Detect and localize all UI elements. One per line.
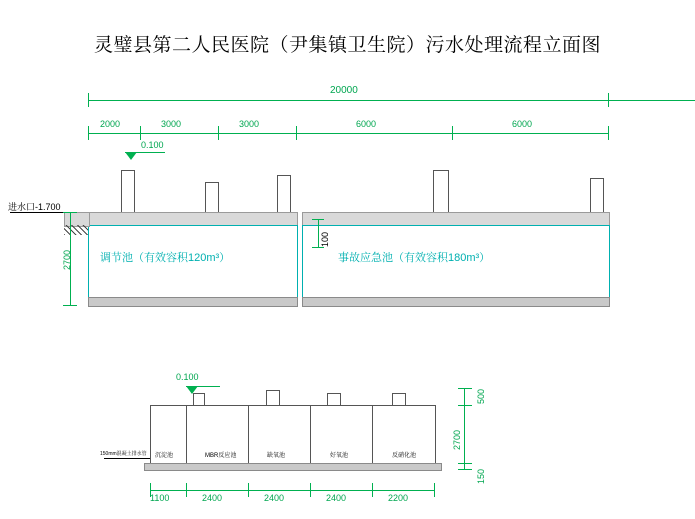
plan-bottom-tick-5 bbox=[434, 483, 435, 497]
seg-tick-5 bbox=[608, 126, 609, 140]
plan-bottom-dim-line bbox=[150, 490, 434, 491]
bottom-slab-left bbox=[88, 297, 298, 307]
plan-level-marker-label: 0.100 bbox=[176, 372, 199, 382]
height-dim-tick-top bbox=[63, 212, 77, 213]
plan-right-dim-2: 150 bbox=[476, 468, 486, 484]
plan-right-dim-0: 500 bbox=[476, 388, 486, 404]
plan-right-tick-0 bbox=[458, 388, 472, 389]
plan-level-marker-line bbox=[186, 386, 220, 387]
plan-partition-2 bbox=[248, 405, 249, 463]
small-height-tick-bottom bbox=[312, 247, 324, 248]
overall-dim-line-visible bbox=[88, 100, 608, 101]
segment-dim-2: 3000 bbox=[239, 119, 260, 129]
plan-right-tick-2 bbox=[458, 463, 472, 464]
overall-dim-tick-right-visible bbox=[608, 93, 609, 107]
riser-1 bbox=[121, 170, 135, 214]
level-marker-triangle-icon bbox=[125, 152, 137, 160]
segment-dim-4: 6000 bbox=[512, 119, 533, 129]
level-marker-label: 0.100 bbox=[141, 140, 164, 150]
plan-bottom-tick-3 bbox=[310, 483, 311, 497]
plan-chamber-2: 缺氧池 bbox=[267, 453, 286, 459]
segment-dim-1: 3000 bbox=[161, 119, 182, 129]
inlet-hatch bbox=[64, 225, 88, 235]
small-height-dim-line bbox=[318, 219, 319, 247]
segment-dim-0: 2000 bbox=[100, 119, 121, 129]
seg-tick-1 bbox=[140, 126, 141, 140]
small-height-tick-top bbox=[312, 219, 324, 220]
plan-chamber-4: 反硝化池 bbox=[392, 453, 417, 459]
plan-right-tick-1 bbox=[458, 405, 472, 406]
overall-dim-label: 20000 bbox=[330, 85, 358, 96]
level-marker-line bbox=[125, 152, 165, 153]
plan-right-dim-1: 2700 bbox=[452, 429, 462, 450]
plan-bottom-dim-2: 2400 bbox=[264, 493, 285, 503]
plan-right-dim-line bbox=[464, 388, 465, 469]
seg-tick-0 bbox=[88, 126, 89, 140]
segment-dim-line bbox=[88, 133, 608, 134]
plan-chamber-3: 好氧池 bbox=[330, 453, 349, 459]
plan-chamber-0: 沉淀池 bbox=[155, 453, 174, 459]
riser-4 bbox=[433, 170, 449, 214]
plan-bottom-tick-4 bbox=[372, 483, 373, 497]
riser-5 bbox=[590, 178, 604, 214]
height-dim-tick-bottom bbox=[63, 305, 77, 306]
seg-tick-4 bbox=[452, 126, 453, 140]
plan-partition-3 bbox=[310, 405, 311, 463]
plan-chamber-1: MBR反应池 bbox=[205, 453, 237, 459]
segment-dim-3: 6000 bbox=[356, 119, 377, 129]
plan-bottom-dim-0: 1100 bbox=[150, 493, 170, 503]
page-title: 灵璧县第二人民医院（尹集镇卫生院）污水处理流程立面图 bbox=[93, 35, 601, 56]
plan-partition-1 bbox=[186, 405, 187, 463]
riser-3 bbox=[277, 175, 291, 214]
plan-bottom-dim-4: 2200 bbox=[388, 493, 409, 503]
tank-adjust-label: 调节池（有效容积120m³） bbox=[100, 252, 231, 264]
seg-tick-3 bbox=[296, 126, 297, 140]
plan-bottom-tick-1 bbox=[186, 483, 187, 497]
tank-emergency-label: 事故应急池（有效容积180m³） bbox=[338, 252, 491, 264]
height-dim-label: 2700 bbox=[62, 249, 72, 270]
plan-bottom-dim-1: 2400 bbox=[202, 493, 223, 503]
plan-bottom-tick-2 bbox=[248, 483, 249, 497]
seg-tick-2 bbox=[218, 126, 219, 140]
inlet-label: 进水口-1.700 bbox=[8, 202, 61, 212]
plan-partition-4 bbox=[372, 405, 373, 463]
plan-base-slab bbox=[144, 463, 442, 471]
plan-pipe-label: 150mm混凝土排水管 bbox=[100, 451, 147, 457]
riser-2 bbox=[205, 182, 219, 214]
plan-bottom-dim-3: 2400 bbox=[326, 493, 347, 503]
plan-right-tick-3 bbox=[458, 469, 472, 470]
bottom-slab-right bbox=[302, 297, 610, 307]
small-height-dim-label: 100 bbox=[320, 231, 330, 247]
plan-pipe-leader bbox=[104, 458, 150, 459]
